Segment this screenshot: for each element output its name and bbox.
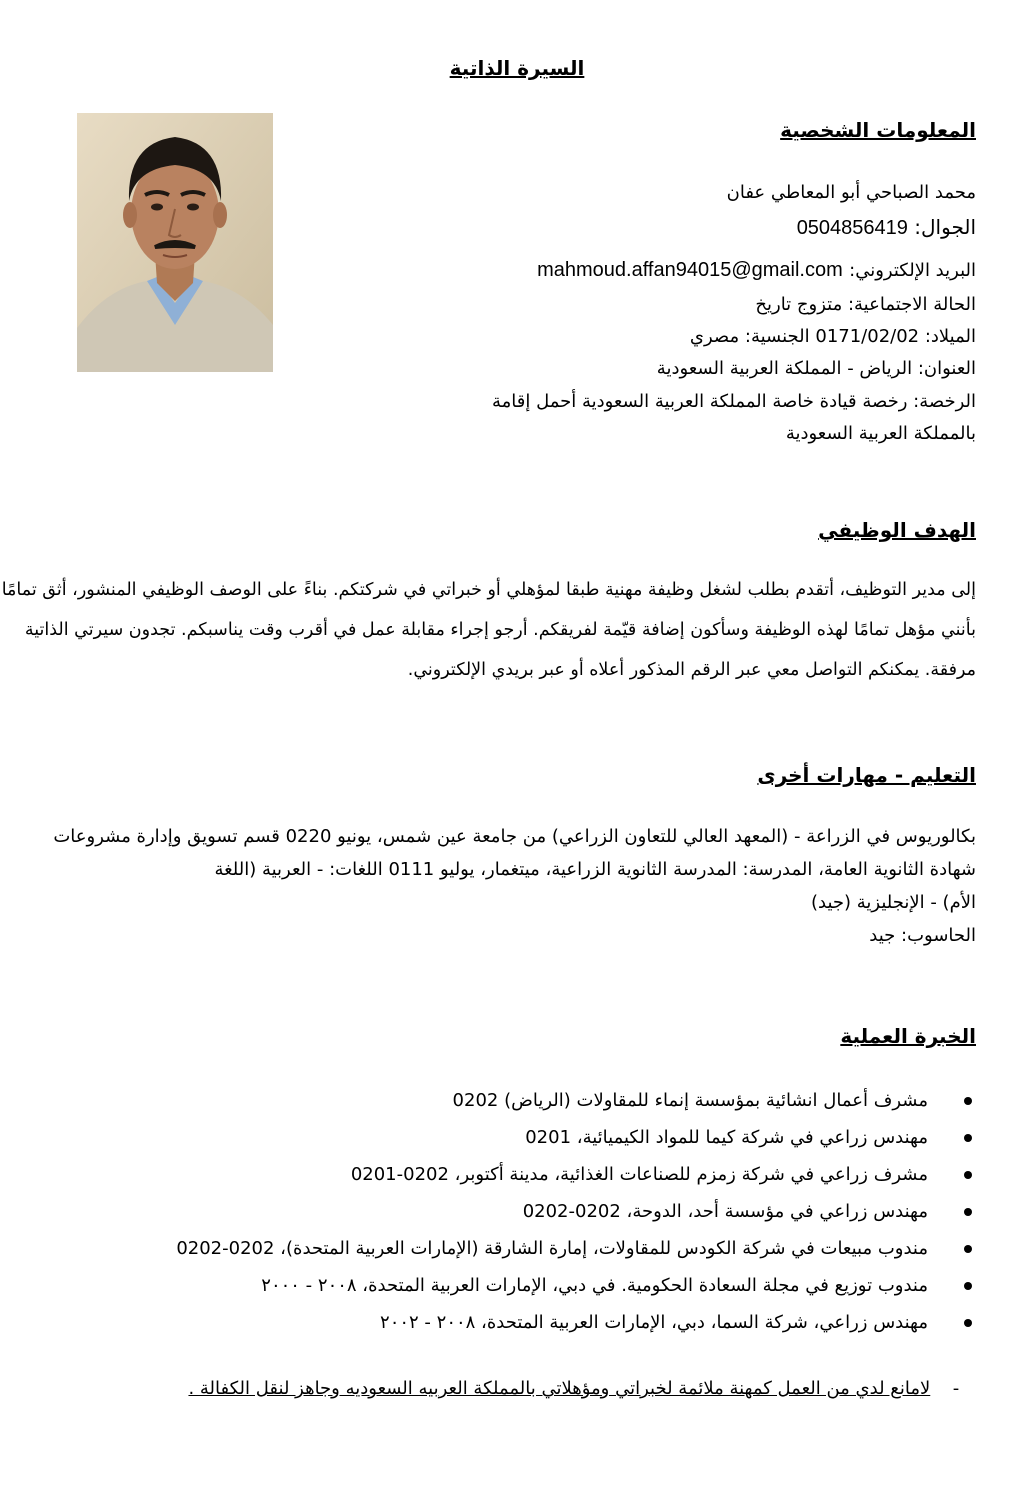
list-item: مندوب مبيعات في شركة الكودس للمقاولات، إمارة الشارقة (الإمارات العربية المتحدة)، 0202-0202 (176, 1230, 928, 1267)
email-line (537, 256, 976, 284)
education-line-3: الأم) - الإنجليزية (جيد) (810, 892, 976, 913)
objective-line-1: إلى مدير التوظيف، أتقدم بطلب لشغل وظيفة مهنية طبقا لمؤهلي أو خبراتي في شركتكم. بناءً على الوصف الوظيفي المنشور، أثق تمامًا (1, 580, 976, 600)
mobile-number: 0504856419 (796, 217, 908, 239)
page-title: السيرة الذاتية (449, 56, 585, 80)
list-item: مهندس زراعي في شركة كيما للمواد الكيميائية، 0201 (176, 1119, 928, 1156)
list-item: مشرف زراعي في شركة زمزم للصناعات الغذائية، مدينة أكتوبر، 0202-0201 (176, 1156, 928, 1193)
closing-note (188, 1378, 976, 1399)
birth-nationality: الميلاد: 0171/02/02 الجنسية: مصري (689, 326, 976, 347)
profile-photo (77, 113, 273, 372)
objective-line-2: بأنني مؤهل تمامًا لهذه الوظيفة وسأكون إضافة قيّمة لفريقكم. أرجو إجراء مقابلة عمل في أقرب وقت يناسبكم. تجدون سيرتي الذاتية (24, 620, 976, 640)
education-line-4: الحاسوب: جيد (869, 925, 976, 946)
list-item: مهندس زراعي، شركة السما، دبي، الإمارات العربية المتحدة، ٢٠٠٨ - ٢٠٠٢ (176, 1304, 928, 1341)
list-item: مهندس زراعي في مؤسسة أحد، الدوحة، 0202-0202 (176, 1193, 928, 1230)
experience-list (176, 1082, 976, 1341)
mobile-label: الجوال: (914, 215, 976, 239)
education-line-1: بكالوريوس في الزراعة - (المعهد العالي للتعاون الزراعي) من جامعة عين شمس، يونيو 0220 قسم تسويق وإدارة مشروعات (53, 826, 976, 847)
email-address: mahmoud.affan94015@gmail.com (537, 259, 843, 281)
person-portrait-icon (77, 113, 273, 372)
address: العنوان: الرياض - المملكة العربية السعودية (656, 358, 976, 379)
experience-heading: الخبرة العملية (840, 1024, 976, 1048)
education-block (46, 820, 976, 952)
objective-heading: الهدف الوظيفي (818, 518, 976, 542)
list-item: مندوب توزيع في مجلة السعادة الحكومية. في دبي، الإمارات العربية المتحدة، ٢٠٠٨ - ٢٠٠٠ (176, 1267, 928, 1304)
full-name: محمد الصباحي أبو المعاطي عفان (726, 182, 976, 203)
personal-info-heading: المعلومات الشخصية (780, 118, 976, 142)
note-dash: - (952, 1378, 960, 1399)
objective-line-3: مرفقة. يمكنكم التواصل معي عبر الرقم المذكور أعلاه أو عبر بريدي الإلكتروني. (407, 660, 976, 680)
mobile-line (797, 214, 976, 241)
note-text: لامانع لدي من العمل كمهنة ملائمة لخبراتي ومؤهلاتي بالمملكة العربيه السعوديه وجاهز لنقل الكفالة . (188, 1378, 931, 1399)
license-line-1: الرخصة: رخصة قيادة خاصة المملكة العربية السعودية أحمل إقامة (491, 391, 976, 412)
education-line-2: شهادة الثانوية العامة، المدرسة: المدرسة الثانوية الزراعية، ميتغمار، يوليو 0111 اللغات: - العربية (اللغة (214, 859, 976, 880)
marital-status: الحالة الاجتماعية: متزوج تاريخ (755, 294, 976, 315)
education-heading: التعليم - مهارات أخرى (757, 763, 976, 787)
list-item: مشرف أعمال انشائية بمؤسسة إنماء للمقاولات (الرياض) 0202 (176, 1082, 928, 1119)
objective-paragraph (1, 570, 976, 690)
license-line-2: بالمملكة العربية السعودية (785, 423, 976, 444)
email-label: البريد الإلكتروني: (849, 260, 976, 281)
